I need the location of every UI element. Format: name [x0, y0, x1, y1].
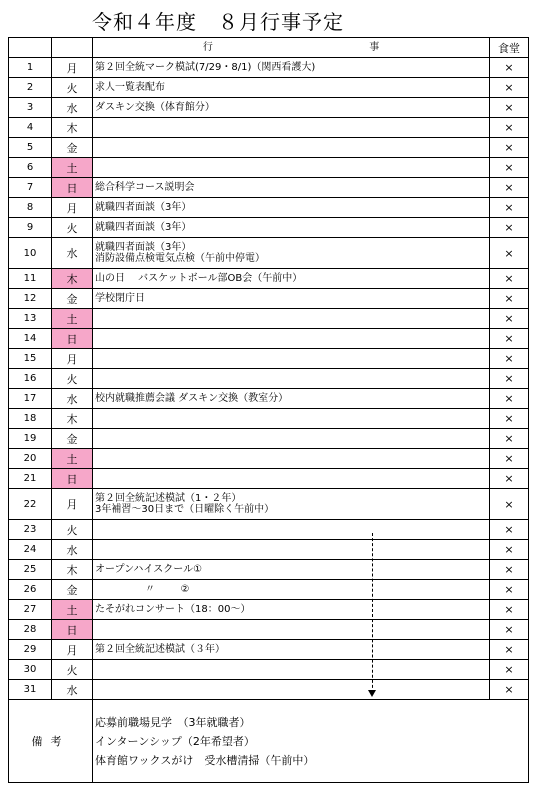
header-day — [9, 38, 52, 58]
day-number: 17 — [9, 389, 52, 409]
event-cell — [93, 409, 490, 429]
day-number: 5 — [9, 138, 52, 158]
event-cell — [93, 489, 490, 520]
event-line: 消防設備点検電気点検（午前中停電） — [95, 253, 265, 264]
weekday: 火 — [52, 218, 93, 238]
cafeteria-status: × — [490, 449, 529, 469]
day-number: 31 — [9, 680, 52, 700]
event-cell — [93, 620, 490, 640]
day-number: 7 — [9, 178, 52, 198]
weekday: 水 — [52, 98, 93, 118]
weekday: 月 — [52, 198, 93, 218]
schedule-row — [9, 238, 529, 269]
weekday: 火 — [52, 660, 93, 680]
cafeteria-status: × — [490, 409, 529, 429]
weekday: 月 — [52, 58, 93, 78]
event-cell — [93, 158, 490, 178]
cafeteria-status: × — [490, 520, 529, 540]
day-number: 6 — [9, 158, 52, 178]
day-number: 27 — [9, 600, 52, 620]
cafeteria-status: × — [490, 198, 529, 218]
day-number: 18 — [9, 409, 52, 429]
day-number: 3 — [9, 98, 52, 118]
schedule-row — [9, 409, 529, 429]
event-cell — [93, 138, 490, 158]
event-line: オープンハイスクール① — [95, 564, 203, 575]
day-number: 29 — [9, 640, 52, 660]
cafeteria-status: × — [490, 540, 529, 560]
cafeteria-status: × — [490, 429, 529, 449]
event-cell — [93, 78, 490, 98]
day-number: 19 — [9, 429, 52, 449]
header-event-b: 事 — [369, 42, 380, 53]
day-number: 23 — [9, 520, 52, 540]
event-line: 第２回全統記述模試（３年） — [95, 644, 225, 655]
cafeteria-status: × — [490, 369, 529, 389]
cafeteria-status: × — [490, 178, 529, 198]
schedule-row — [9, 620, 529, 640]
schedule-row — [9, 660, 529, 680]
day-number: 20 — [9, 449, 52, 469]
weekday: 金 — [52, 138, 93, 158]
cafeteria-status: × — [490, 640, 529, 660]
event-cell — [93, 520, 490, 540]
cafeteria-status: × — [490, 560, 529, 580]
schedule-row — [9, 349, 529, 369]
schedule-row — [9, 449, 529, 469]
event-line: 第２回全統マーク模試(7/29・8/1)（関西看護大) — [95, 62, 316, 73]
weekday: 水 — [52, 540, 93, 560]
day-number: 13 — [9, 309, 52, 329]
cafeteria-status: × — [490, 660, 529, 680]
cafeteria-status: × — [490, 78, 529, 98]
cafeteria-status: × — [490, 389, 529, 409]
day-number: 8 — [9, 198, 52, 218]
event-cell — [93, 289, 490, 309]
schedule-row — [9, 389, 529, 409]
event-line: 求人一覧表配布 — [95, 82, 165, 93]
schedule-row — [9, 269, 529, 289]
weekday: 日 — [52, 620, 93, 640]
cafeteria-status: × — [490, 489, 529, 520]
weekday: 水 — [52, 680, 93, 700]
page-title: 令和４年度 ８月行事予定 — [92, 10, 344, 34]
weekday: 火 — [52, 369, 93, 389]
schedule-row — [9, 429, 529, 449]
schedule-row — [9, 489, 529, 520]
schedule-row — [9, 680, 529, 700]
cafeteria-status: × — [490, 269, 529, 289]
weekday: 月 — [52, 640, 93, 660]
weekday: 金 — [52, 580, 93, 600]
period-arrow-line — [372, 533, 373, 693]
cafeteria-status: × — [490, 118, 529, 138]
event-line: 山の日 バスケットボール部OB会（午前中） — [95, 273, 303, 284]
weekday: 木 — [52, 409, 93, 429]
header-weekday — [52, 38, 93, 58]
schedule-row — [9, 138, 529, 158]
header-cafeteria: 食堂 — [490, 38, 529, 58]
day-number: 16 — [9, 369, 52, 389]
schedule-row — [9, 78, 529, 98]
header-event-a: 行 — [202, 42, 213, 53]
weekday: 土 — [52, 600, 93, 620]
schedule-row — [9, 329, 529, 349]
weekday: 月 — [52, 489, 93, 520]
event-cell — [93, 218, 490, 238]
day-number: 1 — [9, 58, 52, 78]
notes-line: 応募前職場見学 （3年就職者） — [95, 715, 251, 729]
weekday: 土 — [52, 449, 93, 469]
event-cell — [93, 540, 490, 560]
event-line: 就職四者面談（3年） — [95, 222, 192, 233]
cafeteria-status: × — [490, 349, 529, 369]
event-cell — [93, 560, 490, 580]
day-number: 9 — [9, 218, 52, 238]
weekday: 木 — [52, 118, 93, 138]
schedule-row — [9, 58, 529, 78]
event-line: たそがれコンサート（18：00～） — [95, 604, 251, 615]
weekday: 金 — [52, 429, 93, 449]
weekday: 火 — [52, 78, 93, 98]
event-line: 総合科学コース説明会 — [95, 182, 195, 193]
event-cell — [93, 198, 490, 218]
event-line: 3年補習～30日まで（日曜除く午前中） — [95, 504, 275, 515]
day-number: 2 — [9, 78, 52, 98]
event-cell — [93, 469, 490, 489]
notes-row — [9, 700, 529, 783]
schedule-row — [9, 178, 529, 198]
day-number: 11 — [9, 269, 52, 289]
cafeteria-status: × — [490, 580, 529, 600]
cafeteria-status: × — [490, 620, 529, 640]
day-number: 22 — [9, 489, 52, 520]
arrow-down-icon — [368, 690, 376, 697]
cafeteria-status: × — [490, 138, 529, 158]
weekday: 日 — [52, 178, 93, 198]
schedule-row — [9, 218, 529, 238]
weekday: 木 — [52, 269, 93, 289]
day-number: 14 — [9, 329, 52, 349]
cafeteria-status: × — [490, 469, 529, 489]
weekday: 日 — [52, 329, 93, 349]
weekday: 木 — [52, 560, 93, 580]
weekday: 月 — [52, 349, 93, 369]
weekday: 日 — [52, 469, 93, 489]
schedule-row — [9, 158, 529, 178]
event-cell — [93, 680, 490, 700]
schedule-row — [9, 600, 529, 620]
event-cell — [93, 660, 490, 680]
schedule-row — [9, 560, 529, 580]
cafeteria-status: × — [490, 329, 529, 349]
event-line: 校内就職推薦会議 ダスキン交換（教室分） — [95, 393, 289, 404]
event-line: 就職四者面談（3年） — [95, 202, 192, 213]
weekday: 土 — [52, 309, 93, 329]
day-number: 25 — [9, 560, 52, 580]
weekday: 水 — [52, 238, 93, 269]
schedule-row — [9, 309, 529, 329]
event-cell — [93, 369, 490, 389]
cafeteria-status: × — [490, 58, 529, 78]
schedule-row — [9, 540, 529, 560]
cafeteria-status: × — [490, 680, 529, 700]
event-line: 〃 — [145, 584, 155, 595]
weekday: 土 — [52, 158, 93, 178]
day-number: 28 — [9, 620, 52, 640]
day-number: 21 — [9, 469, 52, 489]
cafeteria-status: × — [490, 238, 529, 269]
header-event — [93, 38, 490, 58]
weekday: 火 — [52, 520, 93, 540]
schedule-body — [9, 58, 529, 700]
cafeteria-status: × — [490, 600, 529, 620]
day-number: 10 — [9, 238, 52, 269]
notes-line: インターンシップ（2年希望者） — [95, 734, 255, 748]
event-cell — [93, 178, 490, 198]
schedule-row — [9, 469, 529, 489]
event-line: 就職四者面談（3年） — [95, 242, 192, 253]
schedule-row — [9, 580, 529, 600]
schedule-row — [9, 289, 529, 309]
event-cell — [93, 238, 490, 269]
event-line: ② — [180, 584, 190, 595]
event-cell — [93, 389, 490, 409]
schedule-row — [9, 369, 529, 389]
cafeteria-status: × — [490, 218, 529, 238]
day-number: 30 — [9, 660, 52, 680]
header-row — [9, 38, 529, 58]
notes-line: 体育館ワックスがけ 受水槽清掃（午前中） — [95, 753, 315, 767]
day-number: 15 — [9, 349, 52, 369]
notes-content — [93, 700, 529, 783]
event-cell — [93, 269, 490, 289]
schedule-row — [9, 118, 529, 138]
event-cell — [93, 98, 490, 118]
cafeteria-status: × — [490, 98, 529, 118]
day-number: 24 — [9, 540, 52, 560]
schedule-row — [9, 198, 529, 218]
event-cell — [93, 58, 490, 78]
notes-label: 備考 — [9, 700, 93, 783]
weekday: 水 — [52, 389, 93, 409]
event-cell — [93, 309, 490, 329]
event-cell — [93, 118, 490, 138]
day-number: 12 — [9, 289, 52, 309]
event-cell — [93, 329, 490, 349]
schedule-row — [9, 640, 529, 660]
weekday: 金 — [52, 289, 93, 309]
schedule-row — [9, 98, 529, 118]
event-line: 第２回全統記述模試（1・２年） — [95, 493, 242, 504]
cafeteria-status: × — [490, 289, 529, 309]
schedule-row — [9, 520, 529, 540]
event-line: ダスキン交換（体育館分） — [95, 102, 215, 113]
event-cell — [93, 429, 490, 449]
cafeteria-status: × — [490, 158, 529, 178]
day-number: 26 — [9, 580, 52, 600]
event-line: 学校閉庁日 — [95, 293, 145, 304]
cafeteria-status: × — [490, 309, 529, 329]
event-cell — [93, 449, 490, 469]
event-cell — [93, 349, 490, 369]
event-cell — [93, 580, 490, 600]
day-number: 4 — [9, 118, 52, 138]
event-cell — [93, 640, 490, 660]
schedule-table — [8, 37, 529, 783]
event-cell — [93, 600, 490, 620]
